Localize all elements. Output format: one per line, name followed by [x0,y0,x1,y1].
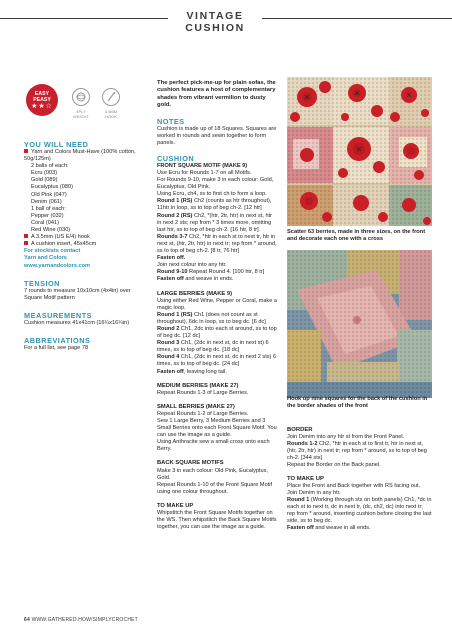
intro-text: The perfect pick-me-up for plain sofas, the cushion features a host of complementary shades from vibrant vermilion to dusty gold. [157,80,276,109]
back-square-p1: Make 3 in each colour: Old Pink, Eucalyptus, Gold. [157,467,268,481]
color-item: Coral (041) [31,219,59,226]
lb-round-2 [157,326,277,340]
round-2 [157,213,277,234]
stockists-label: For stockists contact [24,248,81,255]
round-text: Ch2, *(htr, 2tr, htr) in next st, htr in next 2 sts; rep from * 3 times more, omitting last htr, ss to top of beg ch-2. [16 htr, 8 tr] [157,212,273,233]
color-item: Ecru (003) [31,170,58,177]
bullet-square-icon [24,149,28,153]
bottom-photo-caption: Hook up nine squares for the back of the cushion in the border shades of the front [287,396,428,409]
border-rounds [287,441,432,462]
page-title: VINTAGE CUSHION [185,10,245,34]
stockists-name: Yarn and Colors [24,255,67,262]
page-header [0,8,452,34]
back-cushion-photo [287,250,432,398]
bullet-square-icon [24,241,28,245]
round-label: Round 1 [287,496,310,503]
back-square-heading: BACK SQUARE MOTIFS [157,460,224,467]
color-item: Denim (061) [31,198,62,205]
round-label: Round 2 [157,325,180,332]
fasten-text: and weave in ends. [183,276,234,283]
front-square-heading: FRONT SQUARE MOTIF (MAKE 9) [157,162,248,169]
round-text: (Working through sts on both panels) Ch1, *dc in each st to next tr, dc in next tr, (dc, ch2, dc) into next tr; rep from * around, inserting cushion before closing the last side, ss to beg dc. [287,496,432,525]
you-will-need-heading: YOU WILL NEED [24,140,89,149]
balls-1-line: 1 ball of each: [31,205,66,212]
cushion-p1: Use Ecru for Rounds 1-7 on all Motifs. [157,170,252,176]
color-item: Old Pink (047) [31,191,67,198]
lb-round-1 [157,312,277,326]
bullet-square-icon [24,234,28,238]
header-rule-right [262,18,452,19]
badge-line2: PEASY [33,97,51,103]
difficulty-row [24,84,148,130]
back-square-p2: Repeat Rounds 1-10 of the Front Square Motif using one colour throughout. [157,481,273,495]
stockists-link[interactable]: www.yarnandcolors.com [24,262,91,269]
small-berries-heading: SMALL BERRIES (MAKE 27) [157,403,235,410]
make-up-heading: TO MAKE UP [157,502,194,509]
hook-text: A 3.5mm (US E/4) hook [31,234,90,241]
color-item: Gold (089) [31,177,58,184]
hook-caption: 3.5MM HOOK [104,109,118,119]
round-9-10 [157,269,277,276]
color-item: Pepper (032) [31,212,64,219]
round-text: Ch2, *htr in each st to first tr, htr in next st, (htr, 2tr, htr) in next tr; rep from * around, ss to top of beg ch-2. [344 sts] [287,441,427,462]
color-item: Red Wine (030) [31,227,71,234]
color-item: Eucalyptus (080) [31,184,73,191]
make-up-2-fasten [287,525,432,532]
join-next: Join next colour into any htr. [157,262,227,269]
round-label: Round 1 (RS) [157,311,193,318]
make-up-text: Whipstitch the Front Square Motifs together on the WS. Then whipstitch the Back Square Motifs together, you can use the image as a guide. [157,510,277,531]
notes-heading: NOTES [157,116,185,126]
fasten-label: Fasten off [157,368,184,375]
yarn-line-text: Yarn and Colors Must-Have (100% cotton, 50g/125m) [24,149,136,163]
middle-column [157,80,277,531]
badge-line1: EASY [34,91,50,97]
medium-berries-text: Repeat Rounds 1-3 of Large Berries. [157,389,249,396]
cushion-p2: For Rounds 9-10, make 3 in each colour: Gold, Eucalyptus, Old Pink. [157,177,274,191]
medium-berries-heading: MEDIUM BERRIES (MAKE 27) [157,382,239,389]
round-label: Round 2 (RS) [157,212,193,219]
front-cushion-photo [287,77,432,226]
right-column [287,427,432,532]
round-text: Ch2, *htr in each st to next tr, htr in next st, (htr, 2tr, htr) in next tr; rep from * around, ss to top of beg ch-2. [8 tr, 76 htr] [157,233,277,255]
cushion-line [24,241,148,248]
fasten-text: and weave in all ends. [313,525,371,532]
make-up-2-round [287,497,432,525]
hook-icon [102,88,120,106]
cushion-p3: Using Ecru, ch4, ss to first ch to form a loop. [157,191,267,198]
hook-line [24,234,148,241]
small-berries-p2: Sew 1 Large Berry, 3 Medium Berries and 3 Small Berries onto each Front Square Motif. You can use the image as a guide. [157,418,277,439]
round-label: Rounds 1-2 [287,441,318,448]
footer-url: WWW.GATHERED.HOW/SIMPLYCROCHET [31,617,138,623]
large-berries-heading: LARGE BERRIES (MAKE 9) [157,290,233,297]
page-footer [24,617,138,623]
yarn-line [24,149,148,163]
border-p1: Join Denim into any htr st from the Front Panel. [287,434,405,441]
round-text: Ch1, (2dc in next st, dc in next st) 6 times, ss to top of beg dc. [18 dc] [157,340,269,354]
small-berries-p3: Using Anthracite sew a small cross onto each Berry. [157,439,270,453]
round-label: Round 3 [157,340,180,347]
difficulty-badge [26,84,58,116]
lb-fasten [157,369,277,376]
lb-round-4 [157,354,277,368]
left-column [24,134,148,352]
rounds-3-7 [157,234,277,255]
top-photo-caption: Scatter 63 berries, made in three sizes, on the front and decorate each one with a cross [287,229,426,242]
border-heading: BORDER [287,427,313,433]
round-text: Ch1, (2dc in next st, dc in next 2 sts) 6 times, ss to top of beg dc. [24 dc] [157,354,277,368]
cushion-heading: CUSHION [157,153,195,163]
page-number: 64 [24,617,30,623]
cushion-text: A cushion insert, 45x45cm [31,241,97,248]
abbreviations-text: For a full list, see page 78 [24,344,89,351]
round-label: Rounds 3-7 [157,233,188,240]
fasten-off-1: Fasten off. [157,255,186,262]
header-rule-left [0,18,168,19]
round-1 [157,198,277,212]
lb-round-3 [157,340,277,354]
measurements-heading: MEASUREMENTS [24,310,93,320]
balls-2-line: 2 balls of each: [31,163,69,170]
notes-text: Cushion is made up of 18 Squares. Squares are worked in rounds and sewn together to form panels. [157,125,277,146]
large-berries-p1: Using either Red Wine, Pepper or Coral, make a magic loop. [157,297,278,311]
fasten-text: , leaving long tail. [183,368,227,375]
round-text: Repeat Round 4. [100 htr, 8 tr] [187,269,265,276]
round-label: Round 9-10 [157,269,188,276]
border-p2: Repeat the Border on the Back panel. [287,462,381,469]
fasten-off-2 [157,276,277,283]
small-berries-p1: Repeat Rounds 1-2 of Large Berries. [157,410,249,417]
abbreviations-heading: ABBREVIATIONS [24,335,91,345]
yarn-weight-icon [72,88,90,106]
weight-caption: 4PLY WEIGHT [73,109,89,119]
round-text: Ch1, 2dc into each st around, ss to top of beg dc. [12 dc] [157,325,277,340]
make-up-2-heading: TO MAKE UP [287,475,324,482]
tension-heading: TENSION [24,278,60,288]
make-up-2-p1: Place the Front and Back together with RS facing out. [287,482,421,489]
round-label: Round 4 [157,354,180,361]
badge-stars: ★★☆ [31,103,53,110]
tension-text: 7 rounds to measure 10x10cm (4x4in) over Square Motif pattern [24,287,131,301]
fasten-label: Fasten off [287,525,314,532]
round-text: Ch1 (does not count as st throughout), 6dc in loop, ss to beg dc. [6 dc] [157,311,266,325]
round-label: Round 1 (RS) [157,198,193,205]
make-up-2-p2: Join Denim in any htr. [287,489,341,496]
measurements-text: Cushion measures 41x41cm (16¼x16¼in) [24,319,130,326]
round-text: Ch2 (counts as htr throughout), 11htr in loop, ss to top of beg ch-2. [12 htr] [157,198,272,212]
fasten-label: Fasten off [157,276,184,283]
